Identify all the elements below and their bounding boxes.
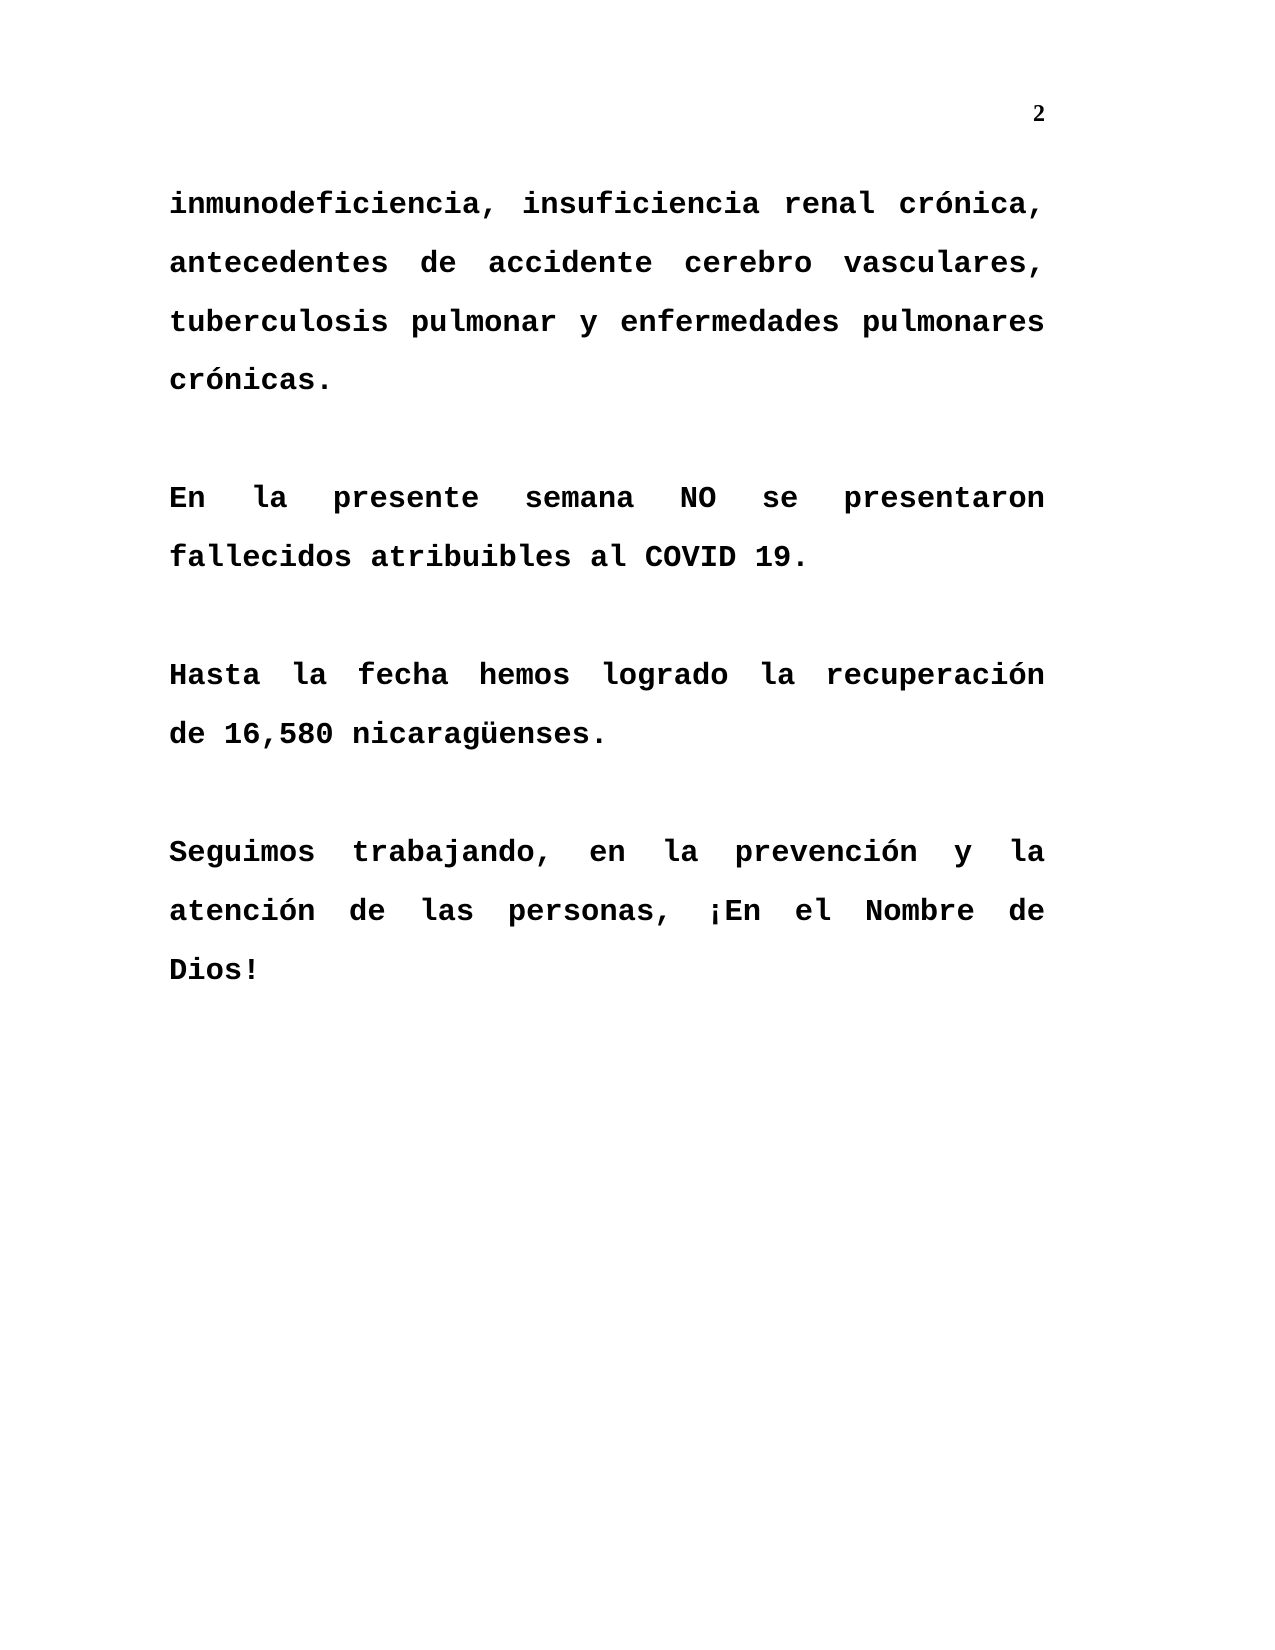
text-line: Dios! (169, 954, 261, 989)
text-line: Seguimos trabajando, en la prevención y la (169, 837, 1045, 871)
text-line: inmunodeficiencia, insuficiencia renal crónica, (169, 189, 1045, 223)
text-line: En la presente semana NO se presentaron (169, 483, 1045, 517)
paragraph-recoveries (169, 648, 1045, 766)
text-line: de 16,580 nicaragüenses. (169, 718, 609, 753)
text-line: fallecidos atribuibles al COVID 19. (169, 541, 810, 576)
paragraph-comorbidities (169, 177, 1045, 412)
text-line: crónicas. (169, 365, 334, 400)
text-line: atención de las personas, ¡En el Nombre de (169, 895, 1045, 930)
paragraph-deaths (169, 471, 1045, 589)
text-line: antecedentes de accidente cerebro vasculares, (169, 247, 1045, 282)
text-line: tuberculosis pulmonar y enfermedades pulmonares (169, 306, 1045, 341)
page-number: 2 (1033, 101, 1045, 127)
text-line: Hasta la fecha hemos logrado la recuperación (169, 660, 1045, 694)
paragraph-closing (169, 825, 1045, 1001)
